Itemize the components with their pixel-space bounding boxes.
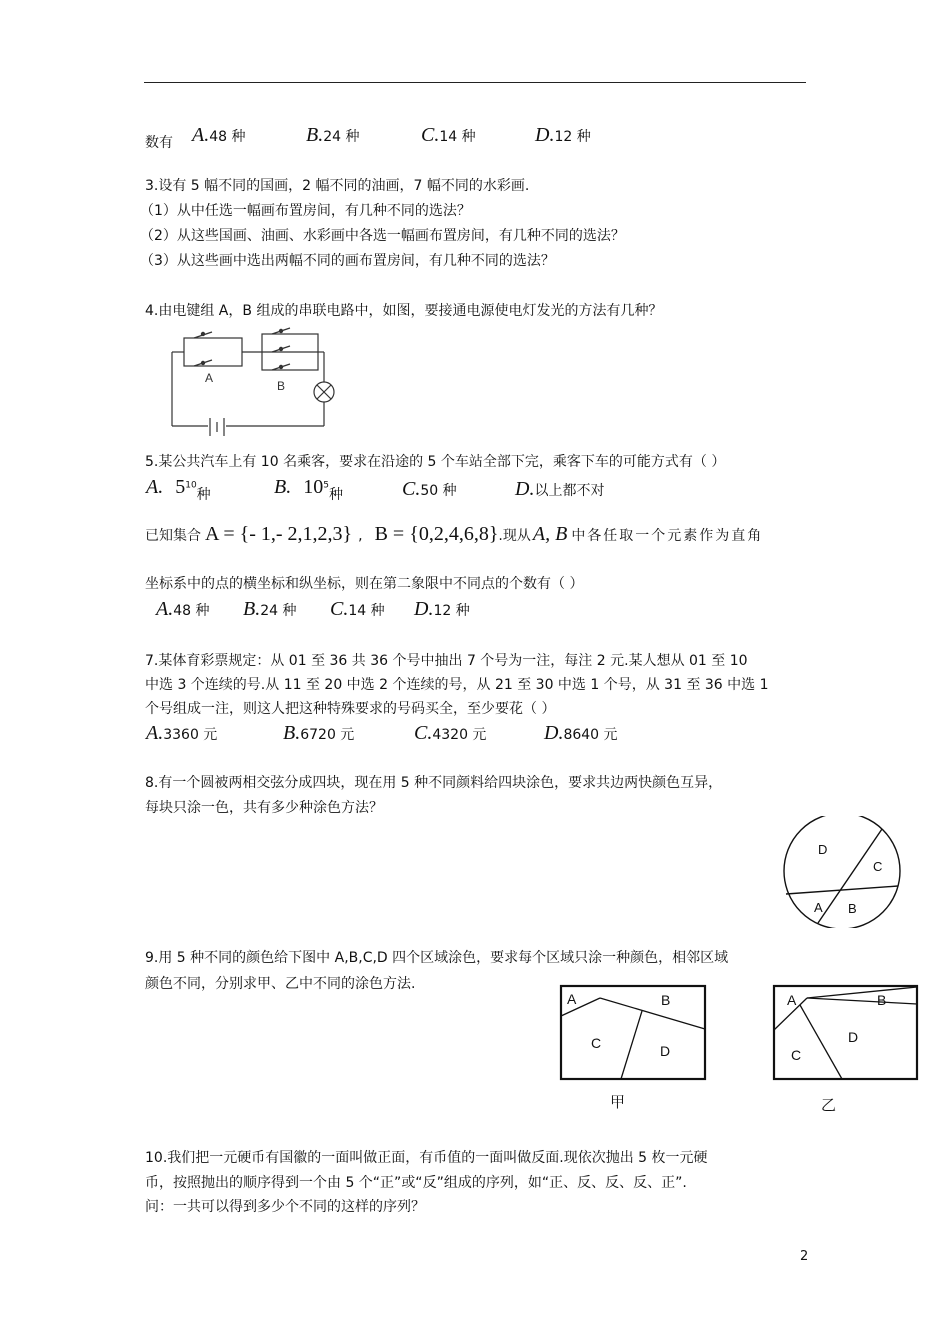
figure-jia [558, 984, 708, 1110]
jia-region-a: A [567, 991, 577, 1007]
q7-option-a: A.3360 元 [146, 722, 218, 744]
circuit-diagram [160, 326, 350, 442]
q10-line2: 币，按照抛出的顺序得到一个由 5 个“正”或“反”组成的序列，如“正、反、反、反、正”. [145, 1175, 687, 1191]
q2-option-d: D.12 种 [535, 124, 591, 146]
q6-line1: 已知集合 A = {- 1,- 2,1,2,3} , B = {0,2,4,6,8}.现从 A, B 中各任取一个元素作为直角 [145, 523, 764, 545]
q5-stem: 5.某公共汽车上有 10 名乘客，要求在沿途的 5 个车站全部下完，乘客下车的可能方式有（ ） [145, 454, 726, 470]
q2-option-b: B.24 种 [306, 124, 360, 146]
q10-line1: 10.我们把一元硬币有国徽的一面叫做正面，有币值的一面叫做反面.现依次抛出 5 枚一元硬 [145, 1150, 708, 1166]
q2-option-a: A.48 种 [192, 124, 246, 146]
switch-b-label: B [277, 379, 286, 393]
q2-lead: 数有 [145, 135, 173, 151]
q6-option-b: B.24 种 [243, 598, 297, 620]
jia-region-b: B [661, 992, 671, 1008]
yi-region-b: B [877, 992, 887, 1008]
q6-option-a: A.48 种 [156, 598, 210, 620]
switch-a-label: A [205, 371, 214, 385]
header-rule [144, 82, 806, 83]
q7-option-d: D.8640 元 [544, 722, 618, 744]
q3-stem: 3.设有 5 幅不同的国画，2 幅不同的油画，7 幅不同的水彩画. [145, 178, 530, 194]
caption-jia: 甲 [610, 1094, 626, 1110]
q6-option-c: C.14 种 [330, 598, 385, 620]
circle-region-d: D [818, 842, 828, 857]
q6-option-d: D.12 种 [414, 598, 470, 620]
q5-option-c: C.50 种 [402, 478, 457, 500]
q3-part-2: （2）从这些国画、油画、水彩画中各选一幅画布置房间，有几种不同的选法？ [140, 228, 625, 244]
q7-line3: 个号组成一注，则这人把这种特殊要求的号码买全，至少要花（ ） [145, 701, 556, 717]
q5-option-d: D.以上都不对 [515, 478, 605, 500]
q7-option-c: C.4320 元 [414, 722, 487, 744]
q4-stem: 4.由电键组 A，B 组成的串联电路中，如图，要接通电源使电灯发光的方法有几种？ [145, 303, 663, 319]
q8-line1: 8.有一个圆被两相交弦分成四块，现在用 5 种不同颜料给四块涂色，要求共边两快颜色互异， [145, 775, 723, 791]
q7-line1: 7.某体育彩票规定：从 01 至 36 共 36 个号中抽出 7 个号为一注，每注 2 元.某人想从 01 至 10 [145, 653, 748, 669]
q5-option-b: B. $10^5$种 [274, 476, 343, 503]
q2-option-c: C.14 种 [421, 124, 476, 146]
yi-region-c: C [791, 1047, 802, 1063]
circle-region-b: B [848, 901, 857, 916]
circle-region-c: C [873, 859, 883, 874]
yi-region-a: A [787, 992, 797, 1008]
q8-line2: 每块只涂一色，共有多少种涂色方法？ [145, 800, 383, 816]
circle-figure [780, 816, 906, 928]
figure-yi [771, 984, 921, 1114]
page-number: 2 [800, 1249, 809, 1264]
q7-line2: 中选 3 个连续的号.从 11 至 20 中选 2 个连续的号，从 21 至 30 中选 1 个号，从 31 至 36 中选 1 [145, 677, 769, 693]
q5-option-a: A. $5^{10}$种 [146, 476, 211, 503]
jia-region-d: D [660, 1043, 671, 1059]
q3-part-1: （1）从中任选一幅画布置房间，有几种不同的选法？ [140, 203, 471, 219]
yi-region-d: D [848, 1029, 859, 1045]
q9-line1: 9.用 5 种不同的颜色给下图中 A,B,C,D 四个区域涂色，要求每个区域只涂一种颜色，相邻区域 [145, 950, 729, 966]
q3-part-3: （3）从这些画中选出两幅不同的画布置房间，有几种不同的选法？ [140, 253, 555, 269]
q6-line2: 坐标系中的点的横坐标和纵坐标，则在第二象限中不同点的个数有（ ） [145, 576, 584, 592]
jia-region-c: C [591, 1035, 602, 1051]
q7-option-b: B.6720 元 [283, 722, 355, 744]
q9-line2: 颜色不同，分别求甲、乙中不同的涂色方法. [145, 976, 416, 992]
circle-region-a: A [814, 900, 823, 915]
caption-yi: 乙 [821, 1097, 837, 1114]
q10-line3: 问：一共可以得到多少个不同的这样的序列？ [145, 1199, 425, 1215]
